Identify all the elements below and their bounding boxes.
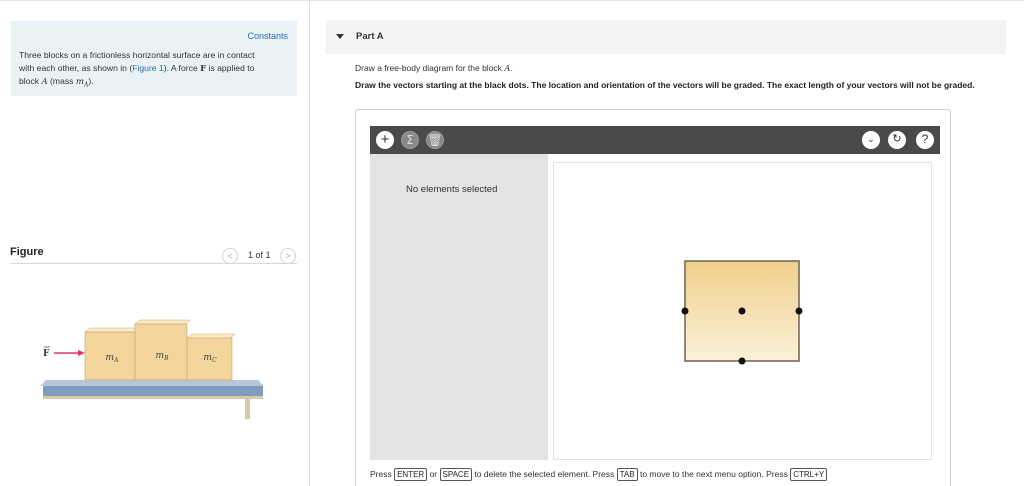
- block-a-sub: A: [114, 357, 119, 364]
- vector-drawing-tool: [355, 109, 951, 486]
- block-c: [187, 334, 235, 380]
- mass-letter: m: [75, 77, 84, 87]
- problem-text-part: ). A force: [163, 62, 201, 73]
- key-ctrl-y: CTRL+Y: [790, 468, 827, 481]
- anchor-dot-bottom[interactable]: [739, 358, 746, 365]
- block-c-sub: C: [211, 357, 217, 364]
- part-a-header[interactable]: [326, 20, 1006, 54]
- reset-icon[interactable]: ↻: [888, 131, 906, 149]
- instruction-2: Draw the vectors starting at the black dots. The location and orientation of the vectors will be graded. The exact length of your vectors will not be graded.: [355, 80, 975, 90]
- problem-text-part: ).: [88, 76, 94, 86]
- figure-link[interactable]: Figure 1: [132, 62, 164, 73]
- figure-next-button[interactable]: >: [280, 248, 296, 264]
- key-enter: ENTER: [394, 468, 427, 481]
- collapse-caret-icon[interactable]: [336, 34, 344, 39]
- figure-divider: [10, 263, 297, 264]
- block-letter: A: [41, 77, 48, 87]
- problem-text-part: with each other, as shown in (: [19, 62, 133, 73]
- figure-heading: Figure: [10, 246, 44, 258]
- problem-text-part: is applied to: [206, 62, 255, 73]
- figure-page-indicator: 1 of 1: [248, 250, 271, 260]
- block-b-sub: B: [164, 355, 169, 362]
- instruction-1: [355, 63, 513, 74]
- key-space: SPACE: [440, 468, 473, 481]
- help-text: Press: [370, 469, 395, 479]
- three-blocks-figure: [40, 318, 270, 428]
- problem-line-1: Three blocks on a frictionless horizontal surface are in contact: [19, 50, 255, 60]
- block-b-label: m: [155, 351, 165, 361]
- sum-button[interactable]: Σ: [401, 131, 419, 149]
- table-edge: [43, 386, 263, 396]
- figure-pager: [222, 248, 298, 264]
- selection-status: No elements selected: [406, 184, 498, 195]
- help-text: or: [427, 469, 440, 479]
- anchor-dot-center[interactable]: [739, 308, 746, 315]
- instruction-1-end: .: [510, 63, 513, 73]
- block-a: [85, 328, 140, 380]
- part-title: Part A: [356, 31, 384, 42]
- mass-symbol: [76, 77, 89, 87]
- add-vector-button[interactable]: +: [376, 131, 394, 149]
- force-symbol-letter: F: [200, 63, 207, 74]
- anchor-dot-right[interactable]: [796, 308, 803, 315]
- table-frame: [43, 396, 263, 399]
- constants-link[interactable]: Constants: [247, 31, 288, 41]
- mass-subscript: A: [84, 81, 89, 89]
- help-text: to delete the selected element. Press: [472, 469, 617, 479]
- table-leg: [245, 399, 250, 419]
- table-top: [40, 380, 264, 386]
- tool-toolbar: [370, 126, 940, 154]
- figure-prev-button[interactable]: <: [222, 248, 238, 264]
- chevron-down-icon[interactable]: ⌄: [862, 131, 880, 149]
- problem-statement: [19, 49, 291, 92]
- column-divider: [309, 0, 310, 486]
- problem-box: [11, 21, 297, 96]
- keyboard-help: [370, 466, 940, 482]
- problem-text-part: (mass: [47, 76, 76, 86]
- anchor-dot-left[interactable]: [682, 308, 689, 315]
- drawing-canvas[interactable]: [553, 162, 932, 460]
- left-panel: [0, 0, 310, 486]
- help-text: to move to the next menu option. Press: [637, 469, 791, 479]
- key-tab: TAB: [617, 468, 638, 481]
- selection-panel: [370, 154, 548, 460]
- force-arrow: [43, 347, 85, 359]
- instruction-block-letter: A: [504, 64, 511, 74]
- block-c-label: m: [203, 353, 212, 363]
- problem-text-part: block: [19, 76, 42, 86]
- instruction-1-text: Draw a free-body diagram for the block: [355, 63, 505, 73]
- block-a-label: m: [105, 353, 115, 363]
- help-icon[interactable]: ?: [916, 131, 934, 149]
- block-b: [135, 320, 190, 380]
- force-arrow-label: F: [43, 349, 50, 359]
- trash-icon[interactable]: 🗑: [427, 133, 443, 147]
- fbd-canvas-svg: [554, 163, 931, 459]
